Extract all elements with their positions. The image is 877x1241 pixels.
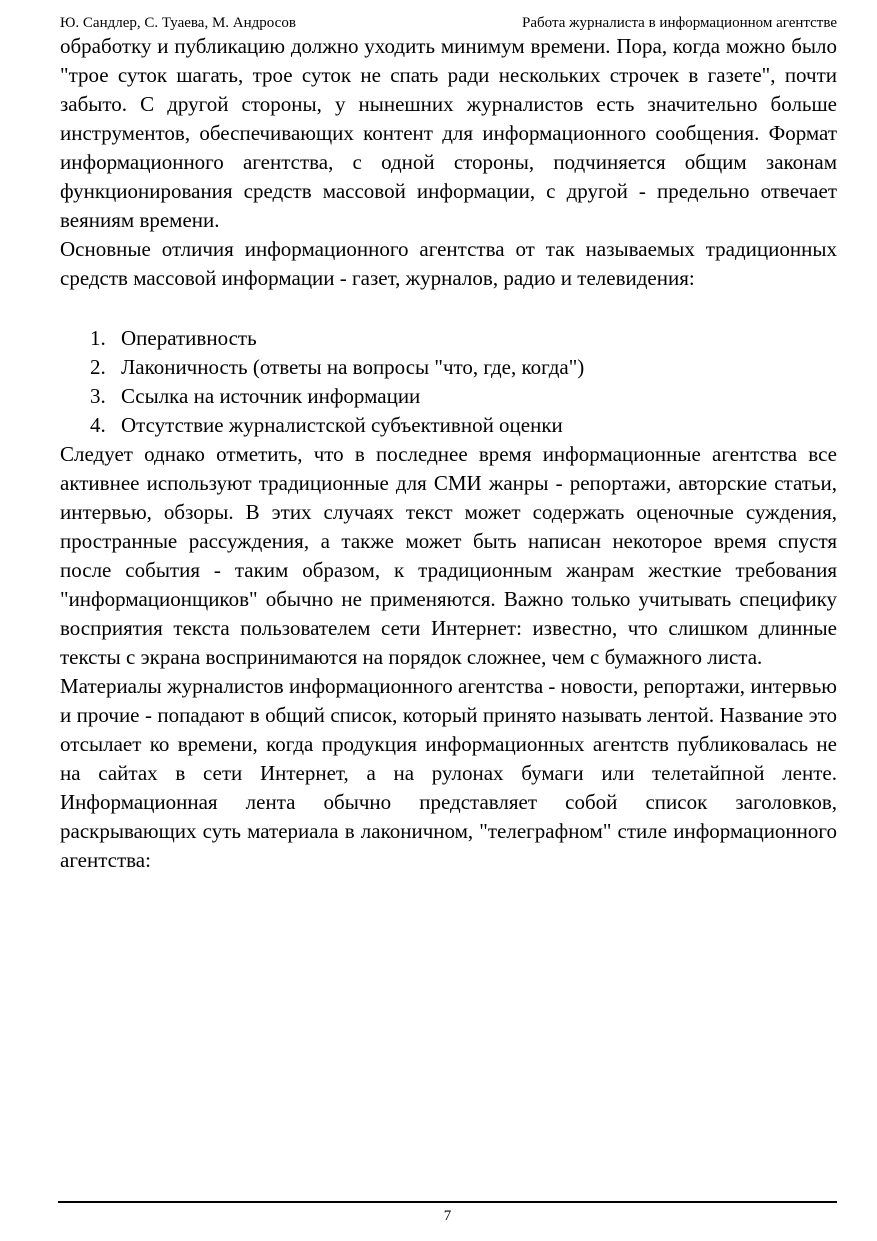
list-item — [60, 324, 837, 353]
list-item-number: 4. — [90, 413, 106, 437]
body-paragraph-3: Следует однако отметить, что в последнее время информационные агентства все активнее используют традиционные для СМИ жанры - репортажи, авторские статьи, интервью, обзоры. В этих случаях текст может содержать оценочные суждения, пространные рассуждения, а также может быть написан некоторое время спустя после события - таким образом, к традиционным жанрам жесткие требования "информационщиков" обычно не применяются. Важно только учитывать специфику восприятия текста пользователем сети Интернет: известно, что слишком длинные тексты с экрана воспринимаются на порядок сложнее, чем с бумажного листа. — [60, 442, 837, 669]
list-item-text: Лаконичность (ответы на вопросы "что, где, когда") — [121, 355, 585, 379]
body-paragraph-1: обработку и публикацию должно уходить минимум времени. Пора, когда можно было "трое суток шагать, трое суток не спать ради нескольких строчек в газете", почти забыто. С другой стороны, у нынешних журналистов есть значительно больше инструментов, обеспечивающих контент для информационного сообщения. Формат информационного агентства, с одной стороны, подчиняется общим законам функционирования средств массовой информации, с другой - предельно отвечает веяниям времени. — [60, 34, 837, 232]
numbered-list — [60, 324, 837, 440]
body-paragraph-2: Основные отличия информационного агентства от так называемых традиционных средств массовой информации - газет, журналов, радио и телевидения: — [60, 237, 837, 290]
page-number: 7 — [443, 1208, 452, 1224]
list-item-number: 2. — [90, 355, 106, 379]
list-item-text: Отсутствие журналистской субъективной оценки — [121, 413, 563, 437]
list-item-number: 1. — [90, 326, 106, 350]
list-item — [60, 353, 837, 382]
body-paragraph-4: Материалы журналистов информационного агентства - новости, репортажи, интервью и прочие - попадают в общий список, который принято называть лентой. Название это отсылает ко времени, когда продукция информационных агентств публиковалась не на сайтах в сети Интернет, а на рулонах бумаги или телетайпной ленте. Информационная лента обычно представляет собой список заголовков, раскрывающих суть материала в лаконичном, "телеграфном" стиле информационного агентства: — [60, 674, 837, 872]
list-item-number: 3. — [90, 384, 106, 408]
list-item — [60, 411, 837, 440]
header-authors: Ю. Сандлер, С. Туаева, М. Андросов — [60, 15, 296, 31]
running-header — [60, 14, 837, 32]
page-footer — [58, 1201, 837, 1225]
list-item-text: Оперативность — [121, 326, 257, 350]
header-book-title: Работа журналиста в информационном агентстве — [522, 15, 837, 31]
list-item — [60, 382, 837, 411]
list-item-text: Ссылка на источник информации — [121, 384, 421, 408]
page-body — [60, 32, 837, 875]
